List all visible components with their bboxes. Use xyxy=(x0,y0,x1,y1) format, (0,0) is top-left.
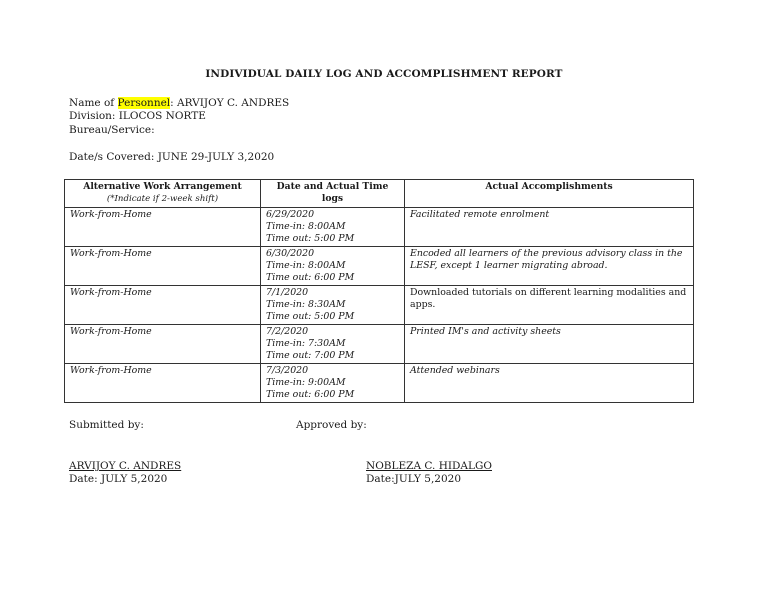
personnel-name: : ARVIJOY C. ANDRES xyxy=(170,97,290,109)
header-arrangement-note: (*Indicate if 2-week shift) xyxy=(106,194,219,204)
time-out: Time out: 7:00 PM xyxy=(266,350,355,362)
submitter-name: ARVIJOY C. ANDRES xyxy=(69,460,182,472)
table-row xyxy=(65,325,694,364)
time-in: Time-in: 8:00AM xyxy=(266,260,346,272)
table-row xyxy=(65,364,694,403)
time-in: Time-in: 8:30AM xyxy=(266,299,346,311)
log-date: 6/30/2020 xyxy=(266,248,315,259)
accomplishment-cell: Attended webinars xyxy=(405,364,694,403)
log-date: 6/29/2020 xyxy=(266,209,315,220)
table-row xyxy=(65,286,694,325)
arrangement-cell: Work-from-Home xyxy=(65,208,261,247)
date-cell xyxy=(261,325,405,364)
log-table xyxy=(64,179,694,403)
header-accomplishments: Actual Accomplishments xyxy=(405,180,694,208)
date-cell xyxy=(261,208,405,247)
submitted-by-label: Submitted by: xyxy=(69,419,144,431)
accomplishment-cell: Printed IM's and activity sheets xyxy=(405,325,694,364)
accomplishment-cell: Downloaded tutorials on different learning modalities and apps. xyxy=(405,286,694,325)
time-out: Time out: 5:00 PM xyxy=(266,233,355,245)
arrangement-cell: Work-from-Home xyxy=(65,286,261,325)
division-line: Division: ILOCOS NORTE xyxy=(69,110,206,122)
arrangement-cell: Work-from-Home xyxy=(65,364,261,403)
time-in: Time-in: 8:00AM xyxy=(266,221,346,233)
log-date: 7/1/2020 xyxy=(266,287,309,298)
report-title: INDIVIDUAL DAILY LOG AND ACCOMPLISHMENT REPORT xyxy=(205,68,563,80)
accomplishment-cell: Facilitated remote enrolment xyxy=(405,208,694,247)
dates-covered-line: Date/s Covered: JUNE 29-JULY 3,2020 xyxy=(69,151,275,163)
approver-name: NOBLEZA C. HIDALGO xyxy=(366,460,492,472)
time-out: Time out: 5:00 PM xyxy=(266,311,355,323)
time-out: Time out: 6:00 PM xyxy=(266,389,355,401)
name-label-highlight: Personnel xyxy=(117,97,171,109)
table-row xyxy=(65,247,694,286)
arrangement-cell: Work-from-Home xyxy=(65,325,261,364)
approved-by-label: Approved by: xyxy=(296,419,367,431)
submitter-date: Date: JULY 5,2020 xyxy=(69,473,168,485)
accomplishment-cell: Encoded all learners of the previous advisory class in the LESF, except 1 learner migrating abroad. xyxy=(405,247,694,286)
table-row xyxy=(65,208,694,247)
header-date: Date and Actual Time logs xyxy=(261,180,405,208)
date-cell xyxy=(261,364,405,403)
name-label: Name of xyxy=(69,97,118,109)
personnel-name-line xyxy=(69,97,289,111)
header-arrangement-label: Alternative Work Arrangement xyxy=(83,181,242,192)
time-out: Time out: 6:00 PM xyxy=(266,272,355,284)
date-cell xyxy=(261,247,405,286)
approver-date: Date:JULY 5,2020 xyxy=(366,473,462,485)
bureau-line: Bureau/Service: xyxy=(69,124,155,136)
header-arrangement xyxy=(65,180,261,208)
time-in: Time-in: 7:30AM xyxy=(266,338,346,350)
time-in: Time-in: 9:00AM xyxy=(266,377,346,389)
log-date: 7/3/2020 xyxy=(266,365,309,376)
date-cell xyxy=(261,286,405,325)
log-date: 7/2/2020 xyxy=(266,326,309,337)
arrangement-cell: Work-from-Home xyxy=(65,247,261,286)
table-header-row xyxy=(65,180,694,208)
